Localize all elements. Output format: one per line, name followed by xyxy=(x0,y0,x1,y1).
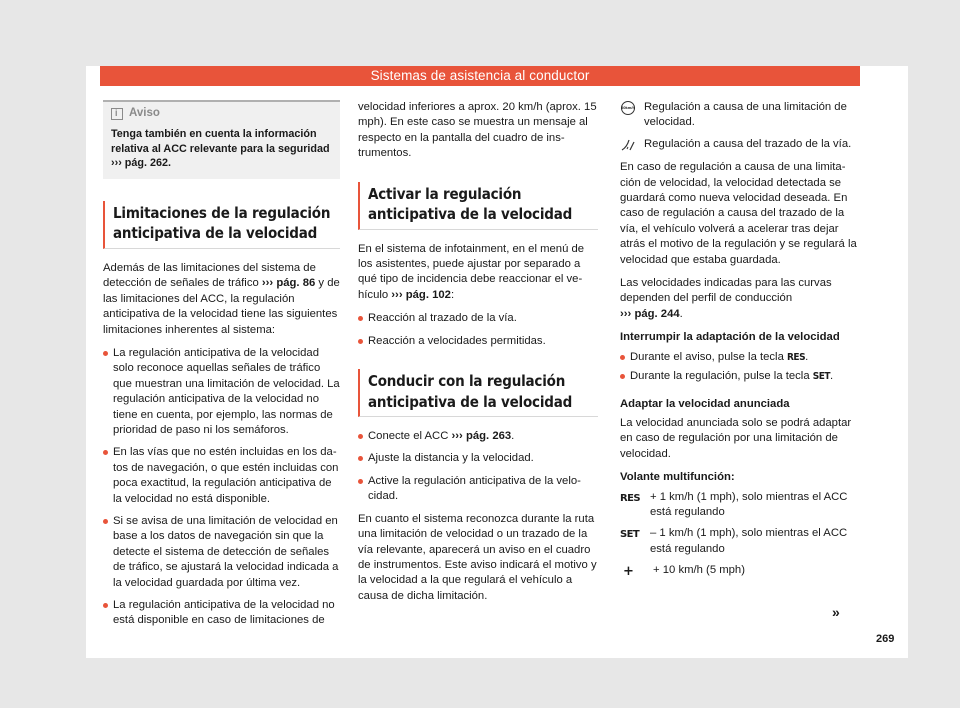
driving-body: En cuanto el sistema reconozca durante la ruta una limitación de velocidad o un trazado de la vía relevante, aparecerá un aviso en el cuadro de instrumentos. Este aviso indicará el motivo y la velocidad a la que regulará el vehículo a causa de dicha limitación. xyxy=(358,512,597,602)
list-item: Durante la regulación, pulse la tecla SET. xyxy=(620,369,860,384)
warning-text xyxy=(111,127,332,171)
regulation-explanation: En caso de regulación a causa de una limitación de velocidad, la velocidad detectada se guardará como nueva velocidad deseada. En caso de regulación a causa del trazado de la vía, el vehículo volverá a acelerar tras dejar atrás el motivo de la regulación y se regulará la velocidad que estaba guardada. xyxy=(620,161,857,266)
intro-text-end: y de las limitaciones del ACC, la regulación anticipativa de la velocidad tiene las siguientes limitaciones inherentes al sistema: xyxy=(103,277,340,336)
note-text: Las velocidades indicadas para las curvas dependen del perfil de conducción xyxy=(620,277,832,305)
bullet-text: Durante el aviso, pulse la tecla xyxy=(630,350,784,363)
wheel-row-text: + 1 km/h (1 mph), solo mientras el ACC está regulando xyxy=(650,490,848,518)
set-key-icon: SET xyxy=(812,371,831,383)
page-reference-link[interactable]: pág. 262 xyxy=(124,157,169,170)
bullet-text-end: . xyxy=(511,430,515,443)
bullet-text: Conecte el ACC xyxy=(368,430,449,443)
link-arrow-icon: ››› xyxy=(451,430,463,443)
chapter-header: Sistemas de asistencia al conductor xyxy=(100,66,860,86)
bullet-text: Durante la regulación, pulse la tecla xyxy=(630,370,810,383)
wheel-row-text: + 10 km/h (5 mph) xyxy=(653,564,745,577)
page-reference-link[interactable]: pág. 263 xyxy=(465,430,512,443)
res-key-icon: RES xyxy=(620,492,640,504)
intro-text: Además de las limitaciones del sistema de detección de señales de tráfico xyxy=(103,261,316,290)
info-icon xyxy=(111,108,123,120)
warning-text-end: . xyxy=(168,157,172,170)
link-arrow-icon: ››› xyxy=(111,157,122,170)
link-arrow-icon: ››› xyxy=(261,277,274,290)
curve-speed-note xyxy=(620,276,860,322)
subheading-adapt: Adaptar la velocidad anunciada xyxy=(620,397,790,410)
wheel-row xyxy=(620,490,860,521)
wheel-row xyxy=(620,563,860,579)
wheel-row-text: – 1 km/h (1 mph), solo mientras el ACC está regulando xyxy=(650,527,848,555)
page-reference-link[interactable]: pág. 102 xyxy=(405,288,451,301)
list-item: La regulación anticipativa de la velocidad solo reconoce aquellas señales de tráfico que muestran una limitación de velocidad. La regulación anticipativa de la velocidad no tiene en cuenta, por ejemplo, las normas de prioridad de paso ni los semáforos. xyxy=(103,346,340,438)
activate-intro xyxy=(358,242,598,304)
intro-text: En el sistema de infotainment, en el menú de los asistentes, puede ajustar por separado a qué tipo de incidencia debe reaccionar el vehículo xyxy=(358,242,585,301)
warning-text-body: Tenga también en cuenta la información relativa al ACC relevante para la seguridad xyxy=(111,128,330,155)
subheading-interrupt: Interrumpir la adaptación de la velocidad xyxy=(620,331,840,344)
road-curve-icon xyxy=(620,138,636,152)
subheading-wheel: Volante multifunción: xyxy=(620,471,735,484)
list-item: Ajuste la distancia y la velocidad. xyxy=(358,451,598,466)
list-item: Si se avisa de una limitación de velocidad en base a los datos de navegación sin que la detecte el sistema de detección de señales de tráfico, se ajustará la velocidad indicada a la velocidad guardada por última vez. xyxy=(103,514,340,591)
icon-row-text: Regulación a causa del trazado de la vía. xyxy=(644,137,852,150)
page-reference-link[interactable]: pág. 244 xyxy=(634,307,680,320)
section-heading-driving: Conducir con la regulación anticipativa de la velocidad xyxy=(358,369,598,417)
page-reference-link[interactable]: pág. 86 xyxy=(276,277,316,290)
warning-box xyxy=(103,100,340,179)
icon-row-speed-limit xyxy=(620,100,860,131)
link-arrow-icon: ››› xyxy=(620,307,632,320)
continuation-text: velocidad inferiores a aprox. 20 km/h (aprox. 15 mph). En este caso se muestra un mensaje al respecto en la pantalla del cuadro de instrumentos. xyxy=(358,101,597,160)
warning-title: Aviso xyxy=(129,107,160,119)
icon-row-road-curve xyxy=(620,137,860,152)
icon-row-text: Regulación a causa de una limitación de velocidad. xyxy=(644,101,847,129)
list-item: Reacción al trazado de la vía. xyxy=(358,311,598,326)
limitations-intro xyxy=(103,261,340,338)
res-key-icon: RES xyxy=(787,351,806,363)
icon-cell xyxy=(620,100,636,131)
intro-text-end: : xyxy=(450,288,455,301)
list-item: Durante el aviso, pulse la tecla RES. xyxy=(620,350,860,365)
list-item: Active la regulación anticipativa de la velocidad. xyxy=(358,474,598,505)
list-item xyxy=(358,429,598,444)
column-2 xyxy=(358,100,598,612)
list-item: Reacción a velocidades permitidas. xyxy=(358,334,598,349)
section-heading-activate: Activar la regulación anticipativa de la velocidad xyxy=(358,182,598,230)
column-1 xyxy=(103,100,340,636)
column-3 xyxy=(620,100,860,586)
warning-header xyxy=(111,106,332,121)
set-key-icon: SET xyxy=(620,529,640,541)
speed-limit-sign-icon: 80km/h xyxy=(621,101,635,115)
icon-cell xyxy=(620,137,636,152)
continue-arrow-icon: » xyxy=(832,604,840,620)
section-heading-limitations: Limitaciones de la regulación anticipativa de la velocidad xyxy=(103,201,340,249)
list-item: La regulación anticipativa de la velocidad no está disponible en caso de limitaciones de xyxy=(103,598,340,629)
link-arrow-icon: ››› xyxy=(391,288,403,301)
adapt-text: La velocidad anunciada solo se podrá adaptar en caso de regulación por una limitación de velocidad. xyxy=(620,416,852,460)
note-text-end: . xyxy=(679,307,683,320)
plus-key-icon: + xyxy=(623,564,634,580)
list-item: En las vías que no estén incluidas en los datos de navegación, o que estén incluidas con poca exactitud, la regulación anticipativa de la velocidad no está disponible. xyxy=(103,445,340,507)
page-number: 269 xyxy=(876,633,895,645)
wheel-row xyxy=(620,526,860,557)
